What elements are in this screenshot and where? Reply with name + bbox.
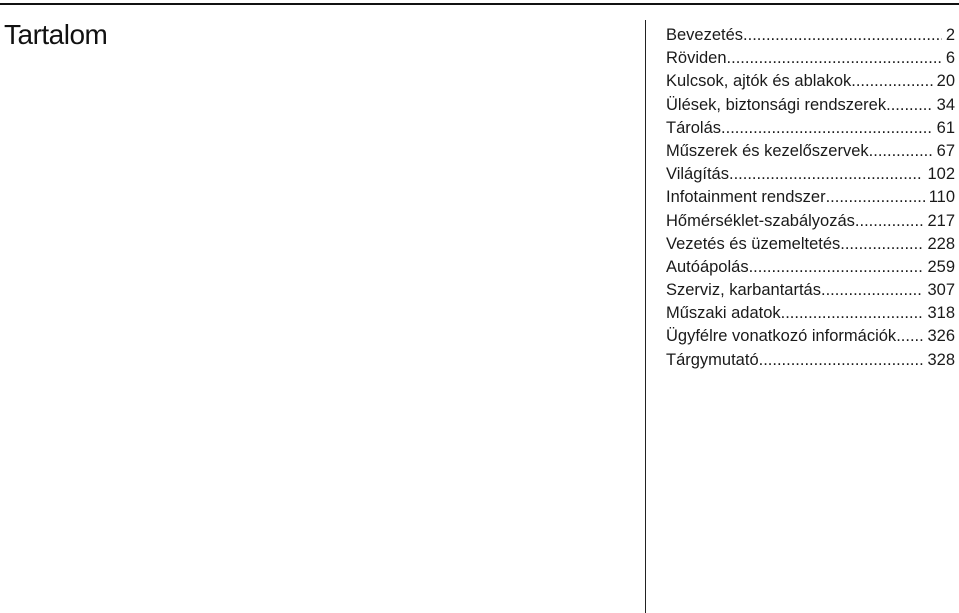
toc-leader-dots [743,24,942,47]
toc-entry-title: Infotainment rendszer [666,188,826,207]
toc-entry-title: Ügyfélre vonatkozó információk [666,327,897,346]
toc-page-number: 6 [945,49,955,68]
toc-page-number: 217 [927,211,955,230]
toc-leader-dots [729,163,923,186]
toc-leader-dots [896,325,923,348]
toc-page-number: 318 [927,304,955,323]
toc-page-number: 20 [936,72,955,91]
toc-leader-dots [721,117,933,140]
toc-page-number: 67 [936,141,955,160]
toc-entry-bevezetes[interactable] [666,24,955,47]
toc-page-number: 328 [927,350,955,369]
toc-entry-title: Vezetés és üzemeltetés [666,234,841,253]
toc-entry-title: Kulcsok, ajtók és ablakok [666,72,852,91]
toc-page-number: 102 [927,165,955,184]
toc-entry-title: Bevezetés [666,26,744,44]
toc-entry-targymutato[interactable] [666,349,955,372]
toc-entry-szerviz[interactable] [666,279,955,302]
toc-page-number: 326 [927,327,955,346]
top-rule [0,3,959,5]
toc-page-number: 259 [927,257,955,276]
toc-page-number: 307 [927,281,955,300]
toc-entry-tarolas[interactable] [666,117,955,140]
toc-entry-title: Röviden [666,49,727,68]
toc-entry-vezetes[interactable] [666,233,955,256]
toc-entry-title: Ülések, biztonsági rendszerek [666,95,887,114]
toc-leader-dots [821,279,923,302]
toc-entry-muszerek[interactable] [666,140,955,163]
toc-entry-vilagitas[interactable] [666,163,955,186]
toc-entry-homerseklet[interactable] [666,210,955,233]
toc-entry-autoapolas[interactable] [666,256,955,279]
column-divider [645,20,646,613]
toc-entry-ugyfelre[interactable] [666,325,955,348]
toc-leader-dots [851,70,932,93]
toc-page-number: 61 [936,118,955,137]
table-of-contents [666,24,955,372]
toc-entry-title: Műszerek és kezelőszervek [666,141,869,160]
toc-entry-kulcsok[interactable] [666,70,955,93]
toc-entry-title: Hőmérséklet-szabályozás [666,211,855,230]
toc-entry-ulesek[interactable] [666,94,955,117]
toc-leader-dots [781,302,924,325]
toc-entry-roviden[interactable] [666,47,955,70]
toc-page-number: 110 [928,188,955,207]
toc-leader-dots [727,47,942,70]
toc-entry-title: Tárolás [666,118,722,137]
toc-entry-title: Szerviz, karbantartás [666,281,821,300]
toc-leader-dots [840,233,923,256]
toc-entry-title: Autóápolás [666,257,749,276]
toc-entry-title: Világítás [666,165,729,184]
toc-entry-title: Műszaki adatok [666,304,781,323]
toc-entry-title: Tárgymutató [666,350,759,369]
page-title: Tartalom [4,19,108,50]
toc-page-number: 34 [936,95,955,114]
toc-leader-dots [749,256,924,279]
toc-page-number: 2 [945,26,955,44]
toc-entry-infotainment[interactable] [666,186,955,209]
toc-leader-dots [886,94,933,117]
toc-leader-dots [855,210,924,233]
toc-entry-muszaki-adatok[interactable] [666,302,955,325]
toc-leader-dots [759,349,924,372]
toc-page-number: 228 [927,234,955,253]
toc-leader-dots [869,140,933,163]
toc-leader-dots [826,186,925,209]
